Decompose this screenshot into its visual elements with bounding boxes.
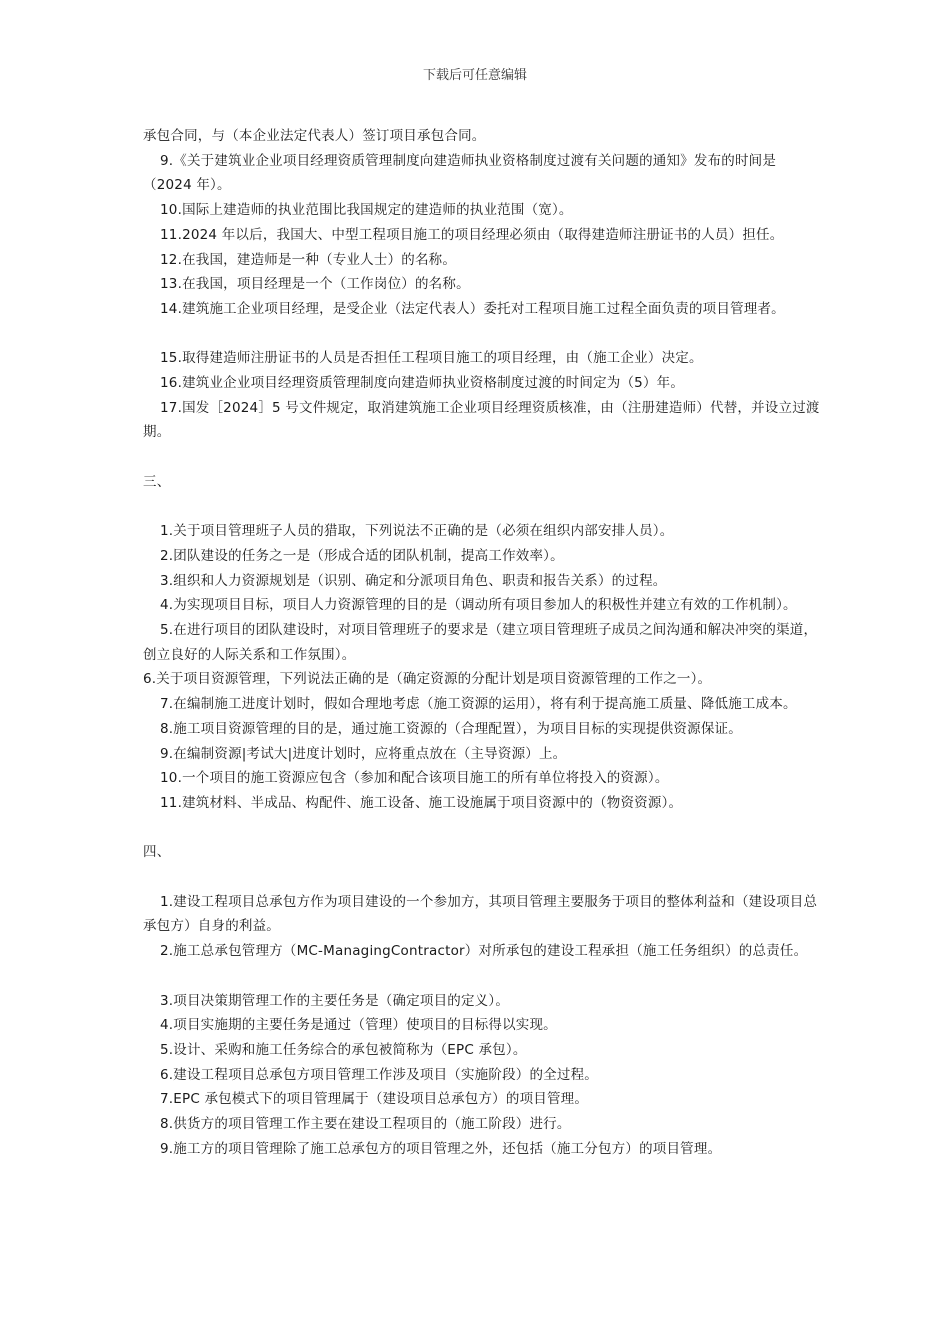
paragraph: 10.一个项目的施工资源应包含（参加和配合该项目施工的所有单位将投入的资源）。 <box>160 770 669 787</box>
paragraph: 3.组织和人力资源规划是（识别、确定和分派项目角色、职责和报告关系）的过程。 <box>160 572 667 589</box>
paragraph: 10.国际上建造师的执业范围比我国规定的建造师的执业范围（宽）。 <box>160 202 573 219</box>
page-header: 下载后可任意编辑 <box>422 68 527 83</box>
paragraph: 5.设计、采购和施工任务综合的承包被简称为（EPC 承包）。 <box>160 1041 527 1058</box>
paragraph: 11.建筑材料、半成品、构配件、施工设备、施工设施属于项目资源中的（物资资源）。 <box>160 794 683 811</box>
paragraph: 16.建筑业企业项目经理资质管理制度向建造师执业资格制度过渡的时间定为（5）年。 <box>160 375 685 392</box>
paragraph: 9.在编制资源|考试大|进度计划时，应将重点放在（主导资源）上。 <box>160 745 567 762</box>
paragraph: 5.在进行项目的团队建设时，对项目管理班子的要求是（建立项目管理班子成员之间沟通和解决冲突的渠道，创立良好的人际关系和工作氛围）。 <box>143 622 818 663</box>
paragraph: 承包合同，与（本企业法定代表人）签订项目承包合同。 <box>143 128 486 144</box>
paragraph: 1.建设工程项目总承包方作为项目建设的一个参加方，其项目管理主要服务于项目的整体利益和（建设项目总承包方）自身的利益。 <box>143 893 818 935</box>
paragraph: 9.《关于建筑业企业项目经理资质管理制度向建造师执业资格制度过渡有关问题的通知》发布的时间是（2024 年）。 <box>143 152 777 194</box>
section-heading: 三、 <box>143 473 171 490</box>
paragraph: 11.2024 年以后，我国大、中型工程项目施工的项目经理必须由（取得建造师注册证书的人员）担任。 <box>160 226 784 243</box>
paragraph: 14.建筑施工企业项目经理，是受企业（法定代表人）委托对工程项目施工过程全面负责的项目管理者。 <box>160 300 785 317</box>
paragraph: 15.取得建造师注册证书的人员是否担任工程项目施工的项目经理，由（施工企业）决定。 <box>160 350 703 367</box>
paragraph: 6.建设工程项目总承包方项目管理工作涉及项目（实施阶段）的全过程。 <box>160 1066 598 1083</box>
paragraph: 8.供货方的项目管理工作主要在建设工程项目的（施工阶段）进行。 <box>160 1116 571 1133</box>
paragraph: 13.在我国，项目经理是一个（工作岗位）的名称。 <box>160 276 470 293</box>
paragraph: 9.施工方的项目管理除了施工总承包方的项目管理之外，还包括（施工分包方）的项目管理。 <box>160 1140 722 1157</box>
paragraph: 8.施工项目资源管理的目的是，通过施工资源的（合理配置），为项目目标的实现提供资源保证。 <box>160 720 742 737</box>
document-body <box>143 124 823 1161</box>
paragraph: 17.国发［2024］5 号文件规定，取消建筑施工企业项目经理资质核准，由（注册建造师）代替，并设立过渡期。 <box>143 399 820 441</box>
paragraph: 4.项目实施期的主要任务是通过（管理）使项目的目标得以实现。 <box>160 1017 557 1034</box>
paragraph: 4.为实现项目目标，项目人力资源管理的目的是（调动所有项目参加人的积极性并建立有效的工作机制）。 <box>160 597 797 614</box>
paragraph: 2.施工总承包管理方（MC-ManagingContractor）对所承包的建设工程承担（施工任务组织）的总责任。 <box>160 943 808 960</box>
paragraph: 7.在编制施工进度计划时，假如合理地考虑（施工资源的运用），将有利于提高施工质量、降低施工成本。 <box>160 696 797 713</box>
paragraph: 3.项目决策期管理工作的主要任务是（确定项目的定义）。 <box>160 992 510 1009</box>
paragraph: 2.团队建设的任务之一是（形成合适的团队机制，提高工作效率）。 <box>160 547 564 564</box>
paragraph: 1.关于项目管理班子人员的猎取，下列说法不正确的是（必须在组织内部安排人员）。 <box>160 523 674 540</box>
paragraph: 7.EPC 承包模式下的项目管理属于（建设项目总承包方）的项目管理。 <box>160 1091 589 1108</box>
paragraph: 6.关于项目资源管理，下列说法正确的是（确定资源的分配计划是项目资源管理的工作之一）。 <box>143 671 712 688</box>
paragraph: 12.在我国，建造师是一种（专业人士）的名称。 <box>160 251 457 268</box>
section-heading: 四、 <box>143 844 171 861</box>
